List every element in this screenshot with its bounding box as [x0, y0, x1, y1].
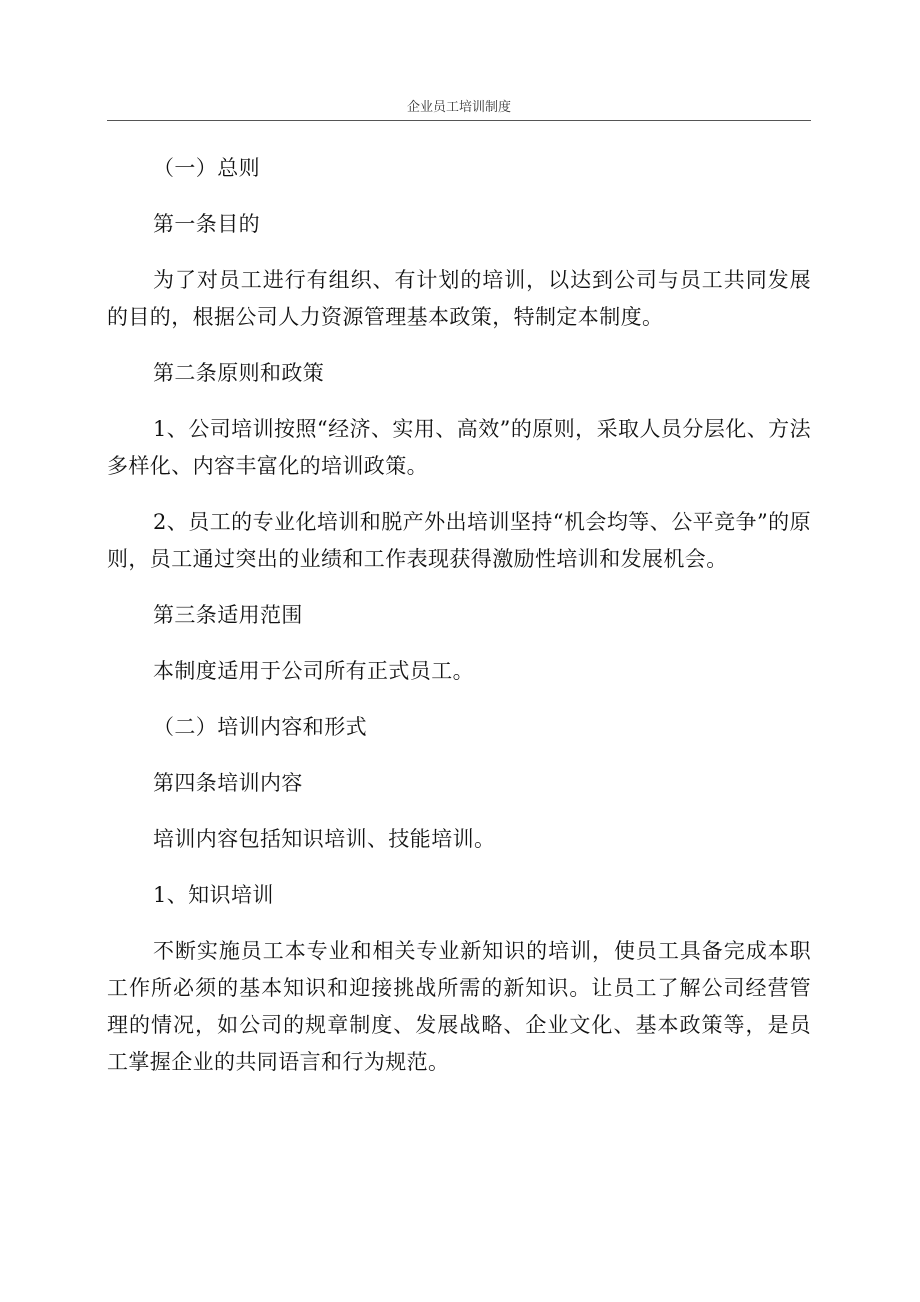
knowledge-training-heading: 1、知识培训 — [153, 883, 274, 907]
article-1-title: 第一条目的 — [153, 212, 260, 236]
document-body — [107, 150, 811, 1081]
knowledge-training-text: 不断实施员工本专业和相关专业新知识的培训，使员工具备完成本职工作所必须的基本知识和迎接挑战所需的新知识。让员工了解公司经营管理的情况，如公司的规章制度、发展战略、企业文化、基本政策等，是员工掌握企业的共同语言和行为规范。 — [107, 939, 811, 1074]
article-4-title: 第四条培训内容 — [153, 771, 303, 795]
section-heading-content-forms: （二）培训内容和形式 — [153, 715, 367, 739]
article-1-text: 为了对员工进行有组织、有计划的培训，以达到公司与员工共同发展的目的，根据公司人力资源管理基本政策，特制定本制度。 — [107, 268, 811, 329]
article-2-item-1: 1、公司培训按照“经济、实用、高效”的原则，采取人员分层化、方法多样化、内容丰富化的培训政策。 — [107, 417, 811, 478]
article-2-title: 第二条原则和政策 — [153, 361, 325, 385]
header-divider — [107, 120, 811, 121]
article-3-text: 本制度适用于公司所有正式员工。 — [153, 659, 474, 683]
section-heading-general: （一）总则 — [153, 156, 260, 180]
article-2-item-2: 2、员工的专业化培训和脱产外出培训坚持“机会均等、公平竞争”的原则，员工通过突出的业绩和工作表现获得激励性培训和发展机会。 — [107, 510, 811, 571]
article-4-text: 培训内容包括知识培训、技能培训。 — [153, 827, 496, 851]
article-3-title: 第三条适用范围 — [153, 603, 303, 627]
page-header-title: 企业员工培训制度 — [406, 100, 511, 115]
